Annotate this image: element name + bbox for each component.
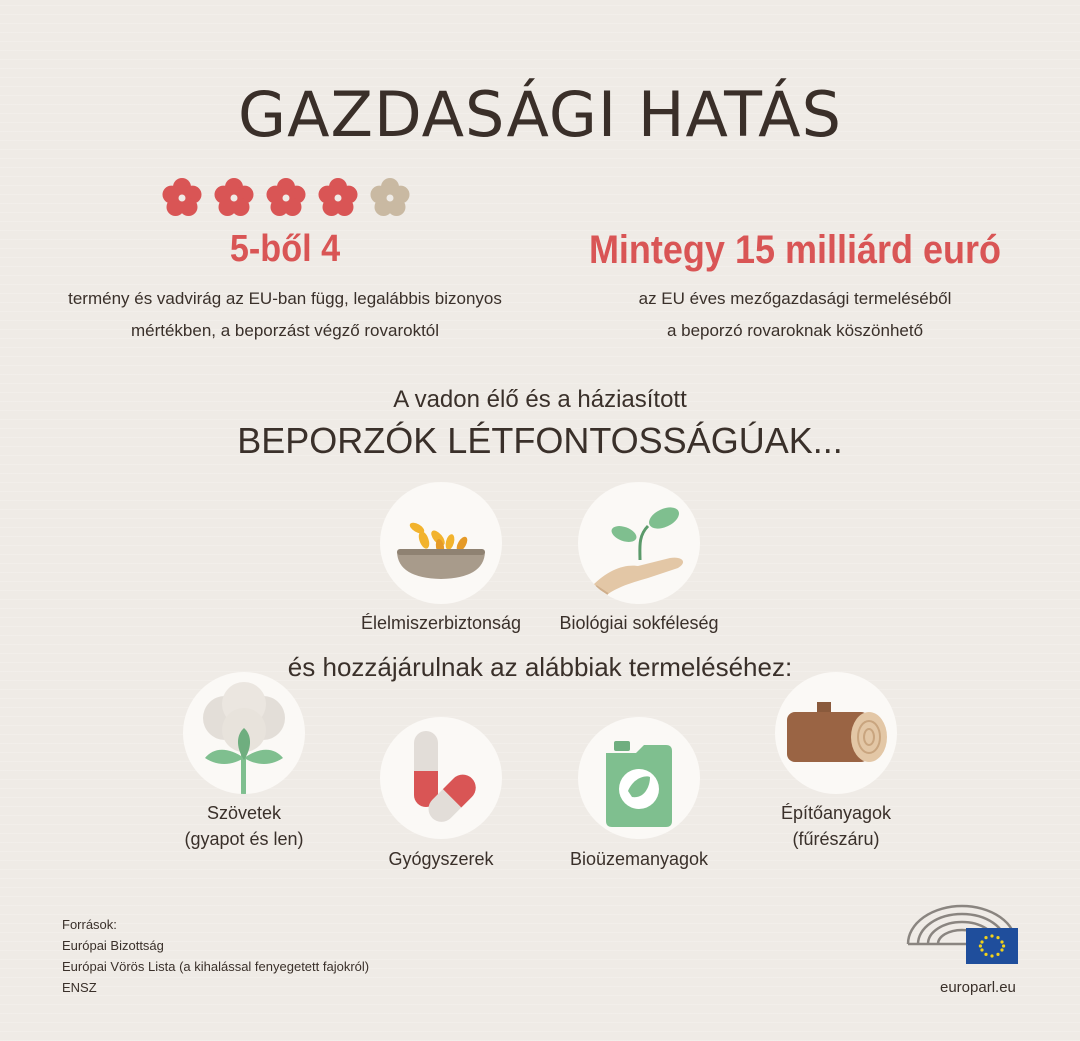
flower-icon (262, 174, 310, 222)
intro-text: A vadon élő és a háziasított (393, 386, 687, 413)
section-heading: BEPORZÓK LÉTFONTOSSÁGÚAK... (237, 420, 843, 461)
product-label (538, 846, 740, 872)
page-title: GAZDASÁGI HATÁS (238, 78, 842, 151)
website-url: europarl.eu (940, 979, 1016, 996)
log-icon (775, 672, 897, 794)
vital-label: Biológiai sokféleség (559, 613, 719, 633)
stat-ratio-description (40, 283, 530, 347)
product-label-line: (fűrészáru) (792, 829, 880, 849)
rating-flowers (158, 174, 418, 222)
source-item: ENSZ (62, 980, 97, 995)
product-label-line: Szövetek (206, 803, 282, 823)
flower-icon (158, 174, 206, 222)
stat-value-desc-line: az EU éves mezőgazdasági termeléséből (638, 289, 952, 308)
vital-label: Élelmiszerbiztonság (360, 613, 522, 633)
fuel-can-icon (578, 717, 700, 839)
contribute-heading: és hozzájárulnak az alábbiak termeléséhez: (287, 652, 793, 682)
product-label-line: Építőanyagok (780, 803, 892, 823)
flower-icon (366, 174, 414, 222)
product-label-line: Bioüzemanyagok (569, 849, 709, 869)
european-parliament-logo (904, 900, 1020, 966)
source-item: Európai Bizottság (62, 938, 164, 953)
stat-value-desc-line: a beporzó rovaroknak köszönhető (666, 321, 924, 340)
stat-ratio-desc-line: mértékben, a beporzást végző rovaroktól (130, 321, 440, 340)
flower-icon (314, 174, 362, 222)
product-label (340, 846, 542, 872)
grain-bowl-icon (380, 482, 502, 604)
product-label-line: Gyógyszerek (388, 849, 494, 869)
product-label (735, 800, 937, 852)
product-label-line: (gyapot és len) (184, 829, 304, 849)
seedling-hand-icon (578, 482, 700, 604)
stat-value-amount: Mintegy 15 milliárd euró (588, 228, 1002, 272)
sources-heading: Források: (62, 917, 117, 932)
flower-icon (210, 174, 258, 222)
cotton-icon (183, 672, 305, 794)
stat-ratio-desc-line: termény és vadvirág az EU-ban függ, legalábbis bizonyos (68, 289, 502, 308)
pills-icon (380, 717, 502, 839)
source-item: Európai Vörös Lista (a kihalással fenyegetett fajokról) (62, 959, 370, 974)
sources (62, 914, 369, 998)
stat-ratio-value: 5-ből 4 (229, 228, 341, 270)
product-label (143, 800, 345, 852)
stat-value-description (560, 283, 1030, 347)
